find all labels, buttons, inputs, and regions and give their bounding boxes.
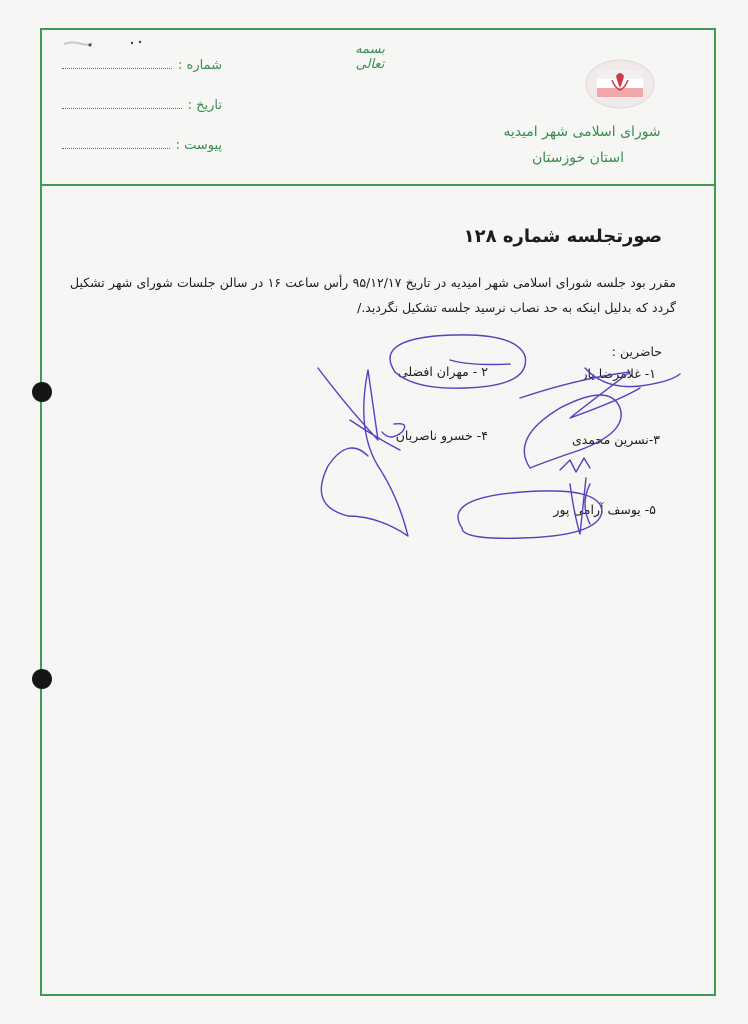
date-field <box>62 96 222 116</box>
organization-name: شورای اسلامی شهر امیدیه <box>503 124 661 140</box>
scan-speck-icon <box>60 38 150 52</box>
attendees-label: حاضرین : <box>611 344 662 359</box>
attachment-blank <box>62 136 170 149</box>
attachment-label: پیوست : <box>175 138 222 153</box>
attendee-1: ۱- غلامرضا یار <box>581 366 656 381</box>
attendee-4: ۴- خسرو ناصریان <box>395 428 488 443</box>
punch-hole-top <box>32 382 52 402</box>
header-divider <box>40 184 716 186</box>
province-name: استان خوزستان <box>532 150 624 166</box>
iran-emblem-icon <box>583 56 657 112</box>
date-blank <box>62 96 182 109</box>
attendee-2: ۲ - مهران افضلی <box>397 364 488 379</box>
attachment-field <box>62 136 222 156</box>
number-blank <box>62 56 172 69</box>
number-field <box>62 56 222 76</box>
attendee-5: ۵- یوسف آرامی پور <box>553 502 656 517</box>
minutes-body: مقرر بود جلسه شورای اسلامی شهر امیدیه در تاریخ ۹۵/۱۲/۱۷ رأس ساعت ۱۶ در سالن جلسات شورای شهر تشکیل گردد که بدلیل اینکه به حد نصاب نرسید جلسه تشکیل نگردید./ <box>70 275 677 315</box>
minutes-title: صورتجلسه شماره ۱۲۸ <box>463 226 662 247</box>
bismillah-calligraphy: بسمه تعالی <box>355 42 385 72</box>
date-label: تاریخ : <box>187 98 222 113</box>
number-label: شماره : <box>178 58 222 73</box>
punch-hole-bottom <box>32 669 52 689</box>
attendee-3: ۳-نسرین محمدی <box>571 432 660 447</box>
